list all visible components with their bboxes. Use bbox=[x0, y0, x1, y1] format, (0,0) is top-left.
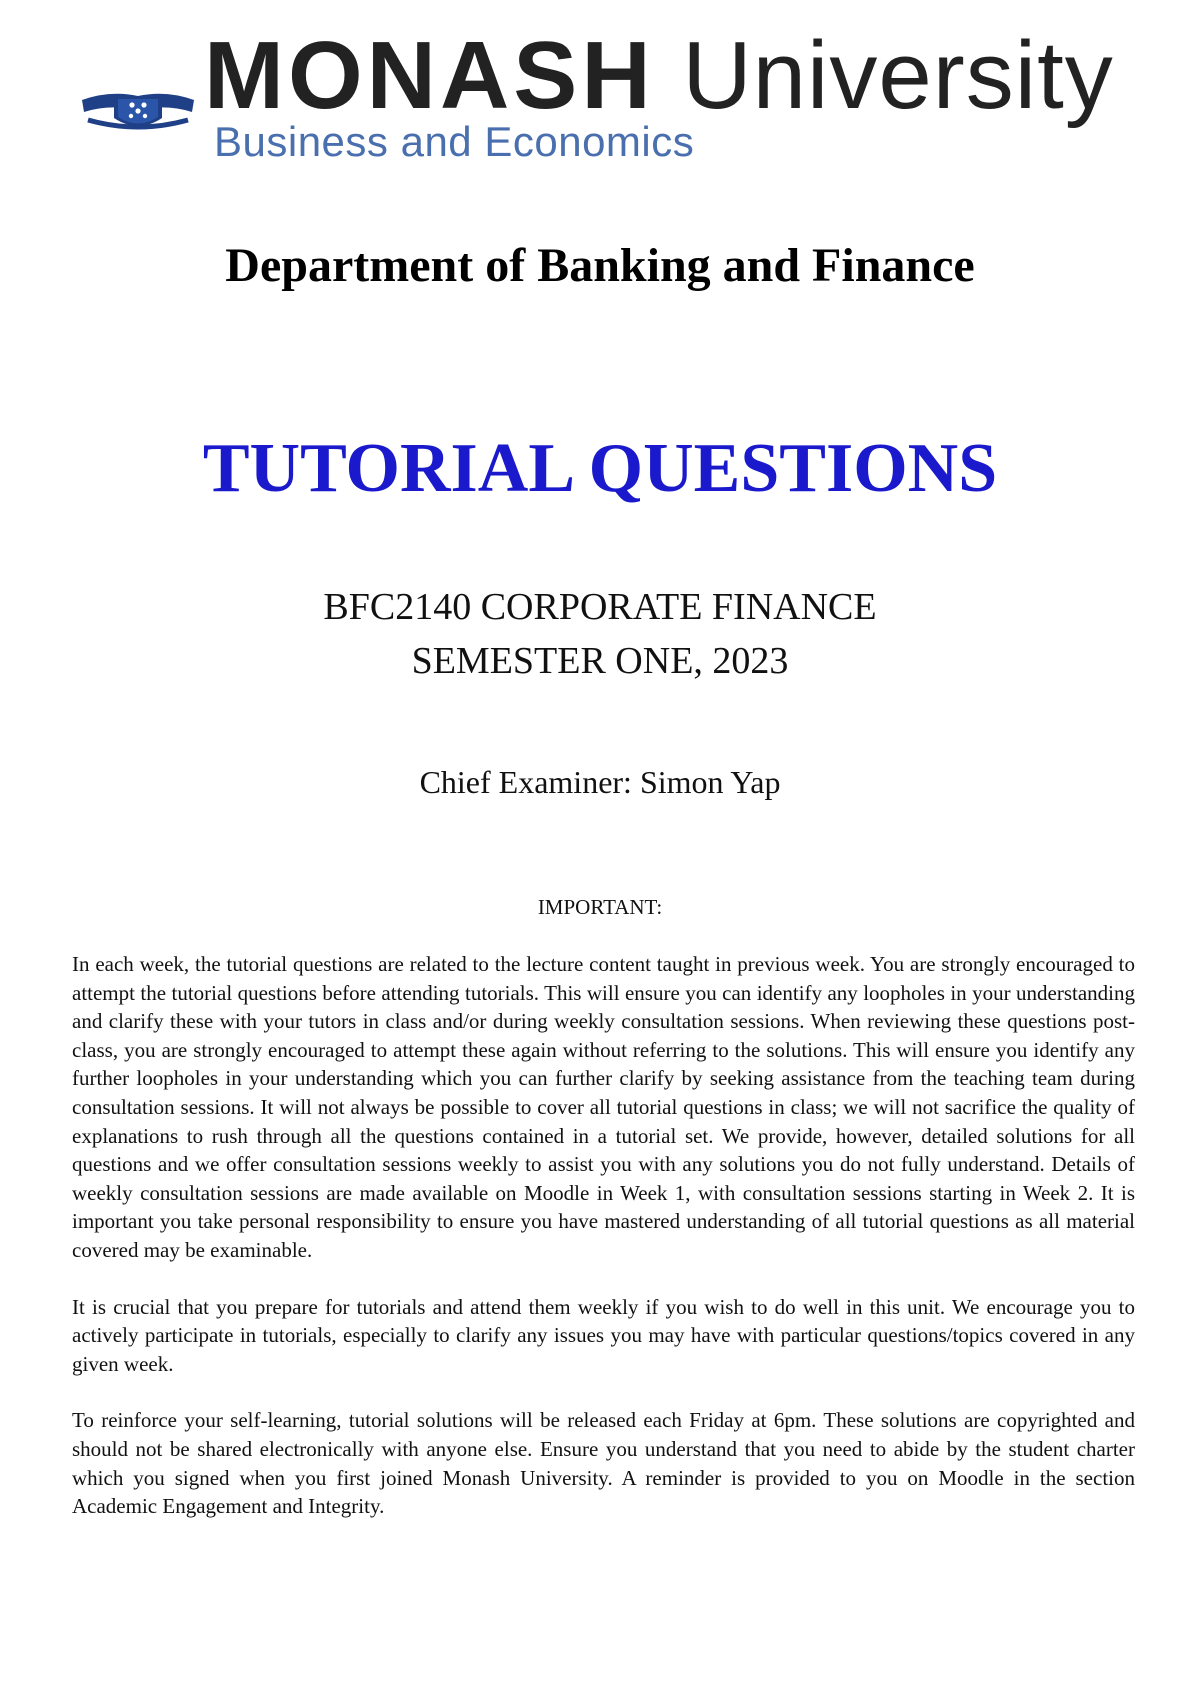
department-title: Department of Banking and Finance bbox=[225, 239, 975, 292]
monash-wordmark bbox=[204, 22, 1114, 129]
faculty-name: Business and Economics bbox=[214, 118, 695, 165]
monash-crest-icon bbox=[80, 90, 196, 136]
paragraph-weekly-tutorials: In each week, the tutorial questions are related to the lecture content taught in previous week. You are strongly encouraged to attempt the tutorial questions before attending tutorials. This will ensure you can identify any loopholes in your understanding and clarify these with your tutors in class and/or during weekly consultation sessions. When reviewing these questions post-class, you are strongly encouraged to attempt these again without referring to the solutions. This will ensure you identify any further loopholes in your understanding which you can further clarify by seeking assistance from the teaching team during consultation sessions. It will not always be possible to cover all tutorial questions in class; we will not sacrifice the quality of explanations to rush through all the questions contained in a tutorial set. We provide, however, detailed solutions for all questions and we offer consultation sessions weekly to assist you with any solutions you do not fully understand. Details of weekly consultation sessions are made available on Moodle in Week 1, with consultation sessions starting in Week 2. It is important you take personal responsibility to ensure you have mastered understanding of all tutorial questions as all material covered may be examinable. bbox=[72, 952, 1135, 1262]
paragraph-solutions-release: To reinforce your self-learning, tutorial solutions will be released each Friday at 6pm. These solutions are copyrighted and should not be shared electronically with anyone else. Ensure you understand that you need to abide by the student charter which you signed when you first joined Monash University. A reminder is provided to you on Moodle in the section Academic Engagement and Integrity. bbox=[72, 1408, 1135, 1519]
document-title: TUTORIAL QUESTIONS bbox=[202, 430, 998, 507]
chief-examiner: Chief Examiner: Simon Yap bbox=[419, 764, 781, 800]
unit-code-name: BFC2140 CORPORATE FINANCE bbox=[323, 586, 877, 628]
important-heading: IMPORTANT: bbox=[537, 895, 663, 919]
unit-semester: SEMESTER ONE, 2023 bbox=[411, 640, 789, 682]
unit-heading bbox=[0, 580, 1200, 688]
paragraph-preparation: It is crucial that you prepare for tutorials and attend them weekly if you wish to do well in this unit. We encourage you to actively participate in tutorials, especially to clarify any issues you may have with particular questions/topics covered in any given week. bbox=[72, 1294, 1135, 1376]
wordmark-university: University bbox=[682, 22, 1114, 129]
important-body bbox=[72, 950, 1135, 1549]
wordmark-monash: MONASH bbox=[204, 22, 655, 129]
monash-logo bbox=[80, 22, 1114, 168]
